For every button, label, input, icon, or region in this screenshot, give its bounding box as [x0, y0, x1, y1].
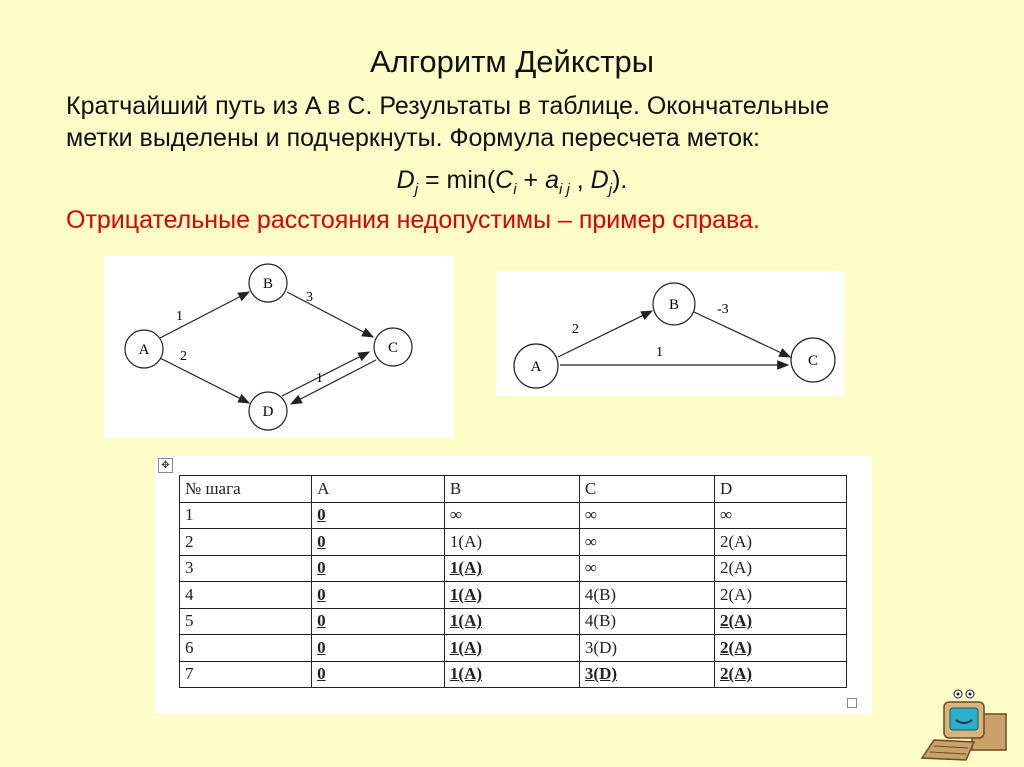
edge-d-c [282, 352, 369, 396]
node-c [791, 338, 835, 382]
warning-text: Отрицательные расстояния недопустимы – пример справа. [66, 206, 760, 234]
node-b [249, 264, 287, 302]
table-row [180, 582, 847, 609]
weight-b-c: -3 [717, 302, 729, 317]
graph-diagram-1 [104, 256, 454, 438]
table-cell: 1(A) [444, 661, 579, 688]
weight-d-c: 1 [316, 371, 323, 386]
table-row [180, 529, 847, 556]
edge-a-d [160, 358, 249, 403]
table-cell: 1 [180, 502, 312, 529]
table-cell: 7 [180, 661, 312, 688]
table-cell: 0 [312, 555, 445, 582]
table-cell: 1(A) [444, 529, 579, 556]
table-cell: 0 [312, 582, 445, 609]
move-handle-icon[interactable]: ✥ [158, 458, 173, 473]
text-line-1: Кратчайший путь из A в C. Результаты в таблице. Окончательные [66, 92, 830, 120]
table-header-row [180, 476, 847, 503]
table-cell: 1(A) [444, 635, 579, 662]
header-cell: B [444, 476, 579, 503]
table-cell: ∞ [444, 502, 579, 529]
table-cell: 1(A) [444, 582, 579, 609]
edge-c-d [291, 360, 376, 404]
weight-a-b: 1 [176, 309, 183, 324]
weight-a-b: 2 [572, 322, 579, 337]
table-cell: 3 [180, 555, 312, 582]
table-row [180, 608, 847, 635]
table-row [180, 555, 847, 582]
table-cell: 2(A) [714, 661, 846, 688]
computer-mascot-icon [914, 680, 1014, 762]
table-cell: 0 [312, 529, 445, 556]
slide-title: Алгоритм Дейкстры [370, 44, 654, 79]
table-row [180, 502, 847, 529]
table-cell: 2 [180, 529, 312, 556]
formula: $D_j = \min(C_i + a_{i j}$ , $D_j$). [396, 166, 628, 198]
table-cell: ∞ [579, 555, 714, 582]
node-a [514, 344, 558, 388]
table-cell: 3(D) [579, 635, 714, 662]
edge-b-c [694, 312, 790, 357]
svg-text:B: B [668, 297, 680, 313]
table-cell: 2(A) [714, 582, 846, 609]
table-row [180, 661, 847, 688]
edge-b-c [287, 292, 373, 337]
table-cell: ∞ [714, 502, 846, 529]
text-line-2: метки выделены и подчеркнуты. Формула пересчета меток: [66, 124, 760, 152]
table-cell: 1(A) [444, 555, 579, 582]
table-cell: 0 [312, 502, 445, 529]
table-resize-handle[interactable] [847, 698, 857, 708]
svg-text:A: A [138, 342, 150, 358]
node-c [374, 328, 412, 366]
node-d [249, 392, 287, 430]
svg-text:D: D [262, 404, 274, 420]
table-cell: 5 [180, 608, 312, 635]
results-table [179, 475, 847, 688]
table-cell: 3(D) [579, 661, 714, 688]
header-cell: D [714, 476, 846, 503]
header-cell: C [579, 476, 714, 503]
node-a [125, 330, 163, 368]
svg-text:C: C [387, 340, 399, 356]
table-cell: 0 [312, 608, 445, 635]
graph-diagram-2 [496, 271, 844, 396]
table-cell: 2(A) [714, 608, 846, 635]
weight-b-c: 3 [306, 290, 313, 305]
table-row [180, 635, 847, 662]
table-cell: ∞ [579, 502, 714, 529]
table-cell: 2(A) [714, 635, 846, 662]
header-cell: A [312, 476, 445, 503]
table-cell: 1(A) [444, 608, 579, 635]
header-cell: № шага [180, 476, 312, 503]
weight-a-d: 2 [180, 349, 187, 364]
edge-a-b [160, 292, 249, 338]
table-cell: 6 [180, 635, 312, 662]
table-cell: 2(A) [714, 555, 846, 582]
table-cell: 0 [312, 635, 445, 662]
results-table-container [155, 456, 872, 714]
table-cell: 4(B) [579, 582, 714, 609]
table-cell: ∞ [579, 529, 714, 556]
node-b [653, 283, 695, 325]
table-cell: 2(A) [714, 529, 846, 556]
table-cell: 0 [312, 661, 445, 688]
weight-a-c: 1 [656, 345, 663, 360]
svg-text:C: C [807, 353, 819, 369]
svg-text:B: B [262, 276, 274, 292]
table-cell: 4(B) [579, 608, 714, 635]
svg-text:A: A [530, 359, 542, 375]
table-cell: 4 [180, 582, 312, 609]
